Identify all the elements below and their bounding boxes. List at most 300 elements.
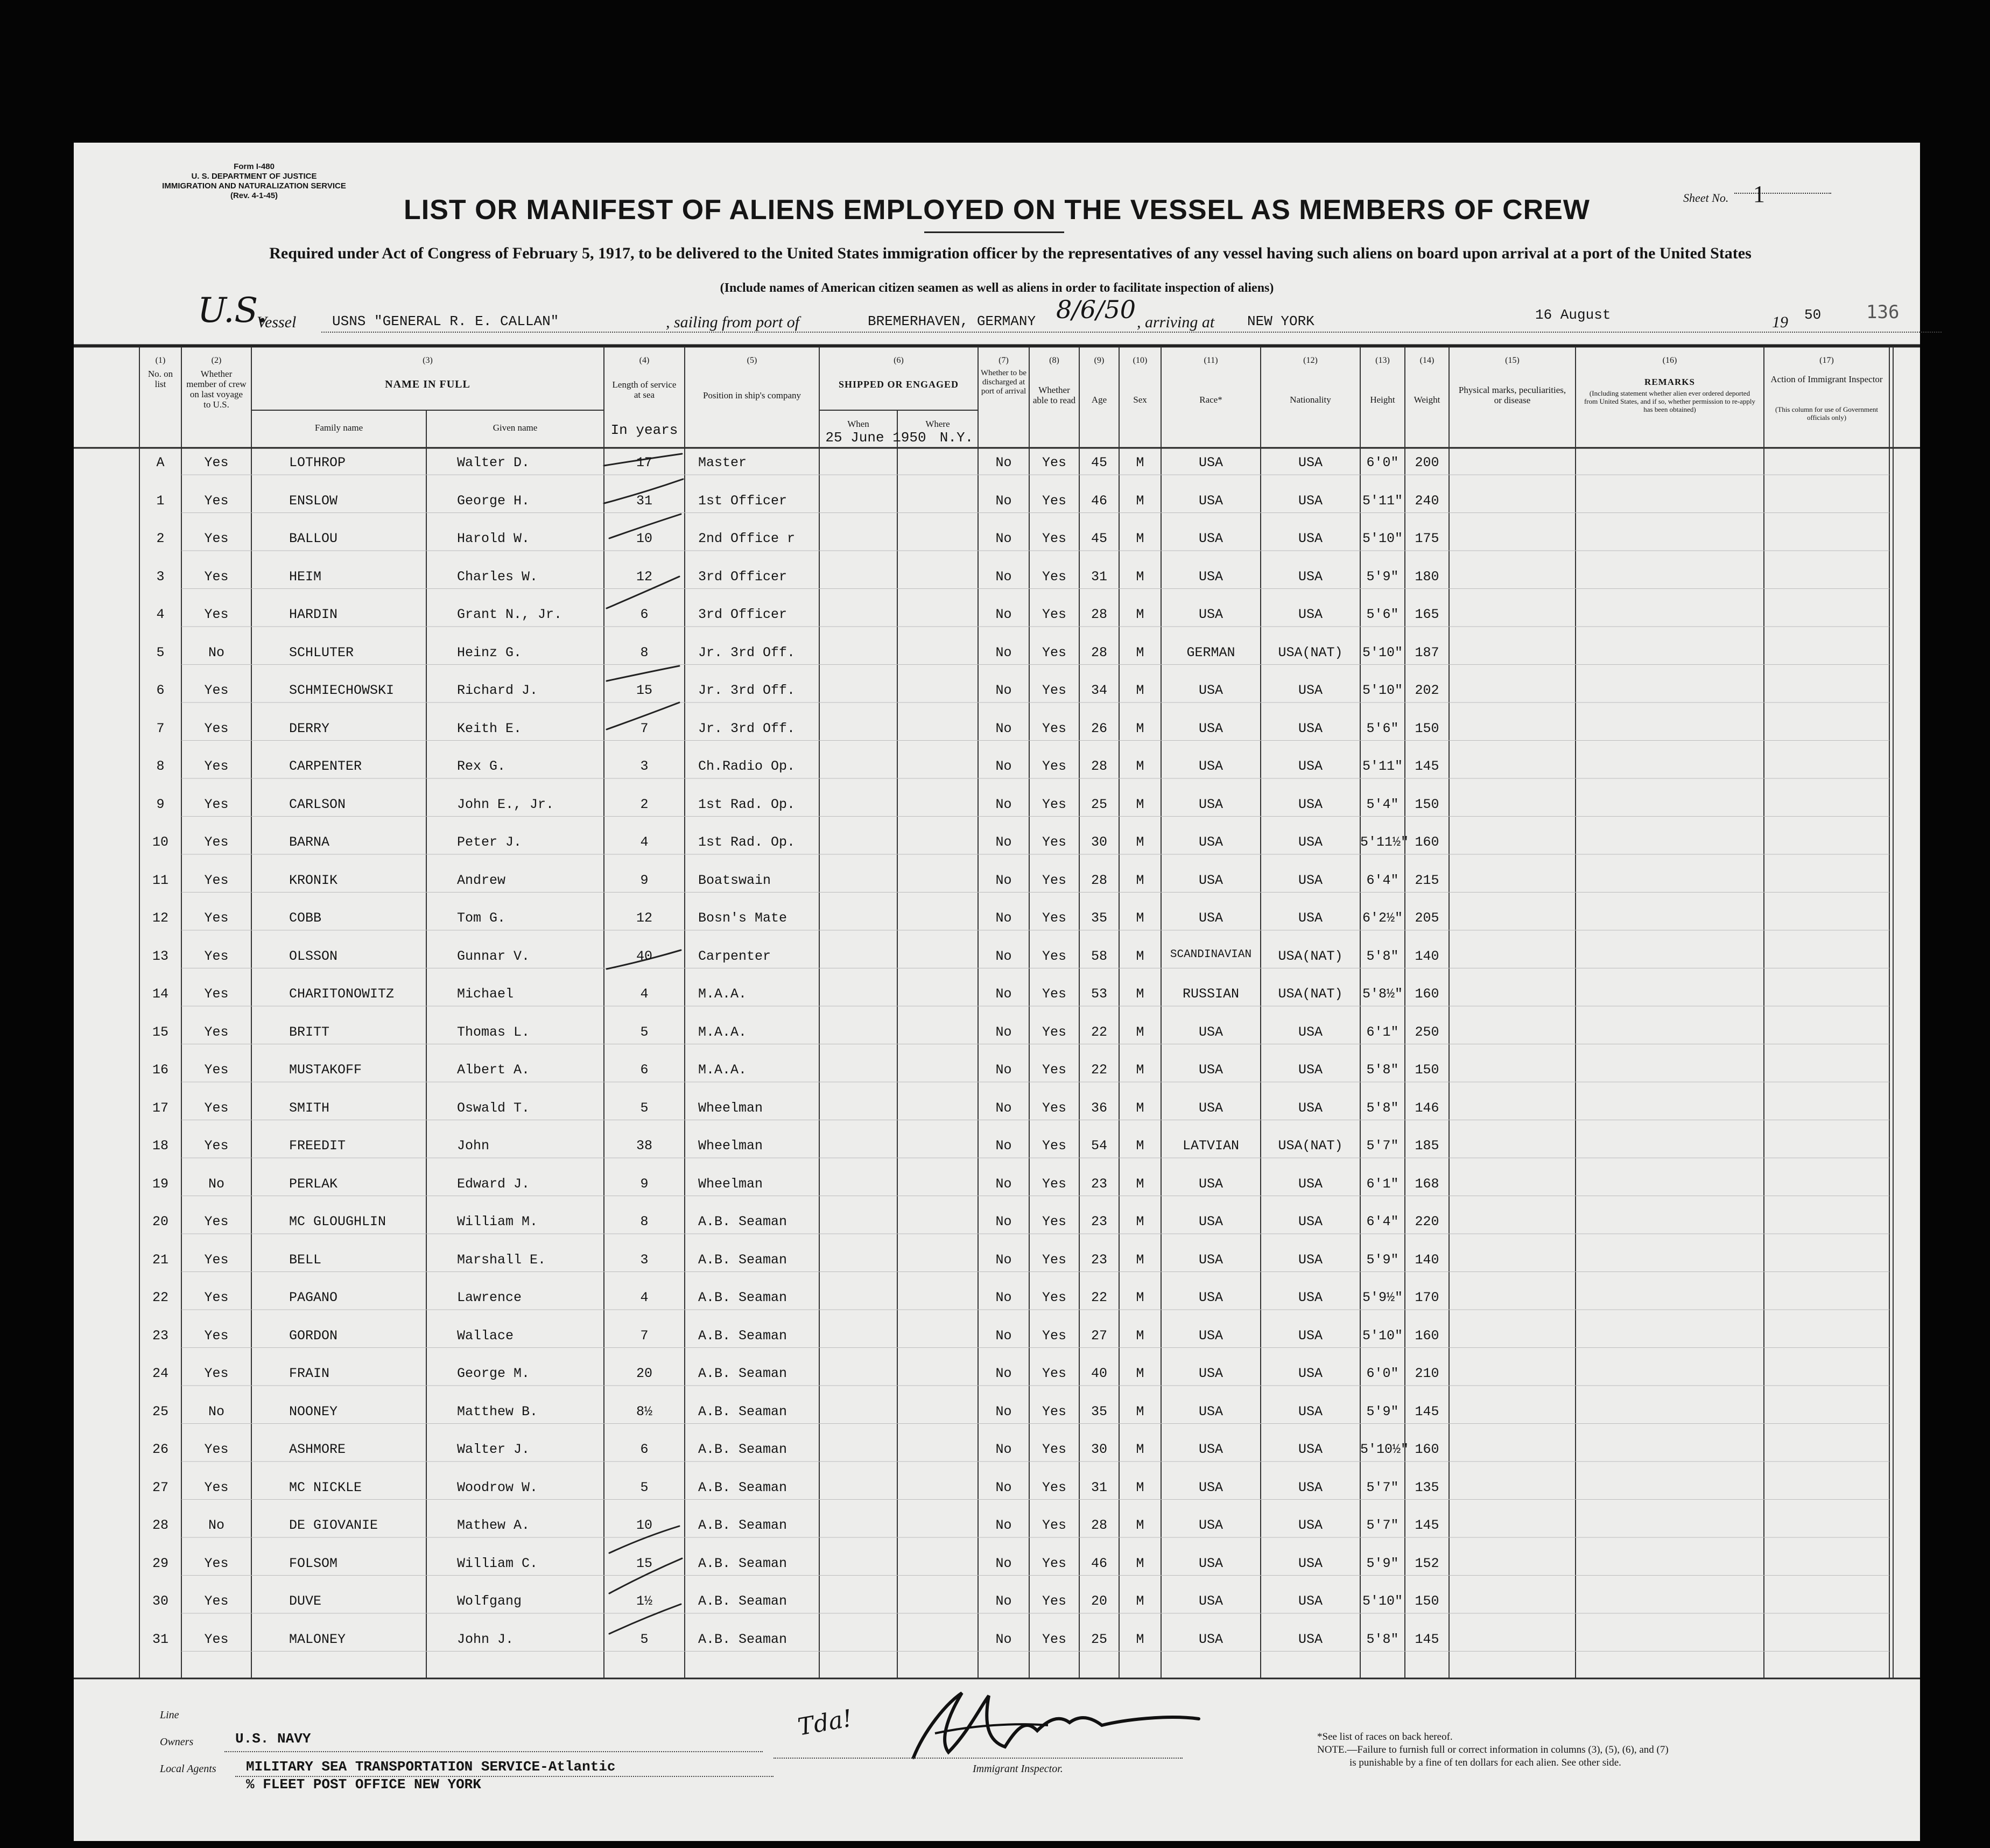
race: USA [1198,720,1223,736]
last-voyage: Yes [204,948,229,964]
able-to-read: Yes [1042,1366,1066,1381]
sex: M [1136,720,1144,736]
arriving-label: , arriving at [1137,313,1215,331]
discharged: No [995,1593,1012,1609]
age: 28 [1091,872,1107,888]
col-5-number: (5) [747,356,757,365]
last-voyage: Yes [204,1062,229,1078]
given-name: Walter D. [457,455,530,470]
race: LATVIAN [1182,1138,1240,1154]
age: 58 [1091,948,1107,964]
height: 5'9" [1366,1555,1399,1571]
weight: 140 [1415,948,1439,964]
nationality: USA [1298,796,1323,812]
able-to-read: Yes [1042,1555,1066,1571]
family-name: OLSSON [289,948,338,964]
col-8-number: (8) [1049,356,1059,365]
weight: 180 [1415,568,1439,585]
age: 22 [1091,1024,1107,1040]
subtitle-note: (Include names of American citizen seamen as well as aliens in order to facilitate inspection of aliens) [720,281,1274,295]
family-name: SCHLUTER [289,644,354,660]
last-voyage: Yes [204,1024,229,1040]
last-voyage: Yes [204,872,229,888]
discharged: No [995,1138,1012,1154]
sex: M [1136,1138,1144,1154]
weight: 187 [1415,644,1439,660]
owners-value: U.S. NAVY [235,1731,311,1747]
nationality: USA [1298,531,1323,546]
position: Wheelman [698,1138,763,1154]
discharged: No [995,1214,1012,1229]
col-2-header: Whether member of crew on last voyage to U.S. [186,369,247,410]
years-service: 6 [640,1062,649,1078]
position: A.B. Seaman [698,1517,787,1533]
given-name: Marshall E. [457,1252,546,1268]
position: A.B. Seaman [698,1290,787,1305]
age: 35 [1091,910,1107,926]
discharged: No [995,1024,1012,1040]
weight: 145 [1415,1517,1439,1533]
family-name: CHARITONOWITZ [289,986,395,1002]
sex: M [1136,1403,1144,1420]
col-15-header: Physical marks, peculiarities, or disease [1458,385,1566,405]
nationality: USA(NAT) [1278,1138,1343,1154]
sex: M [1136,758,1144,774]
height: 6'0" [1366,1366,1399,1381]
discharged: No [995,1517,1012,1533]
age: 26 [1091,720,1107,736]
col-2-number: (2) [211,356,222,365]
service: IMMIGRATION AND NATURALIZATION SERVICE [162,181,346,191]
position: 1st Rad. Op. [698,834,796,850]
position: Wheelman [698,1100,763,1116]
row-number: 16 [152,1062,168,1078]
given-name: Keith E. [457,720,522,736]
race: USA [1198,1442,1223,1457]
position: 2nd Office r [698,531,796,546]
given-name: Tom G. [457,910,506,926]
height: 6'1" [1366,1024,1399,1040]
row-number: 7 [156,720,165,736]
weight: 165 [1415,607,1439,622]
last-voyage: Yes [204,1442,229,1457]
position: A.B. Seaman [698,1555,787,1571]
years-service: 8 [640,1214,649,1229]
able-to-read: Yes [1042,1100,1066,1116]
years-service: 7 [640,1327,649,1344]
nationality: USA [1298,1442,1323,1457]
nationality: USA [1298,1593,1323,1609]
discharged: No [995,1403,1012,1420]
discharged: No [995,948,1012,964]
age: 20 [1091,1593,1107,1609]
position: A.B. Seaman [698,1442,787,1457]
last-voyage: Yes [204,1555,229,1571]
able-to-read: Yes [1042,607,1066,622]
discharged: No [995,1327,1012,1344]
height: 5'8" [1366,948,1399,964]
row-number: 27 [152,1479,168,1495]
nationality: USA [1298,720,1323,736]
row-number: 15 [152,1024,168,1040]
discharged: No [995,910,1012,926]
position: A.B. Seaman [698,1631,787,1647]
height: 5'7" [1366,1517,1399,1533]
last-voyage: No [208,1403,224,1420]
arrival-port: NEW YORK [1247,313,1314,329]
nationality: USA [1298,1327,1323,1344]
able-to-read: Yes [1042,1214,1066,1229]
given-name: Thomas L. [457,1024,530,1040]
family-name: KRONIK [289,872,338,888]
col-1-number: (1) [155,356,166,365]
height: 5'10½" [1360,1442,1409,1457]
able-to-read: Yes [1042,683,1066,698]
height: 5'10" [1362,1327,1403,1344]
row-number: 13 [152,948,168,964]
position: A.B. Seaman [698,1593,787,1609]
years-service: 20 [636,1366,652,1381]
sex: M [1136,1517,1144,1533]
col-17-subheader: (This column for use of Government officials only) [1775,405,1878,421]
page-title: LIST OR MANIFEST OF ALIENS EMPLOYED ON THE VESSEL AS MEMBERS OF CREW [404,194,1590,226]
given-name: Rex G. [457,758,506,774]
row-number: 12 [152,910,168,926]
position: Bosn's Mate [698,910,787,926]
col-7-number: (7) [998,356,1009,365]
years-service: 5 [640,1631,649,1647]
age: 40 [1091,1366,1107,1381]
age: 54 [1091,1138,1107,1154]
col-3-header: NAME IN FULL [385,378,470,390]
able-to-read: Yes [1042,758,1066,774]
nationality: USA [1298,1479,1323,1495]
last-voyage: Yes [204,1290,229,1305]
col-6-header: SHIPPED OR ENGAGED [838,379,959,390]
given-name: Mathew A. [457,1517,530,1533]
race: USA [1198,493,1223,509]
agents-address: % FLEET POST OFFICE NEW YORK [246,1776,481,1793]
last-voyage: Yes [204,1631,229,1647]
family-name: FOLSOM [289,1555,338,1571]
sex: M [1136,796,1144,812]
height: 5'9" [1366,1252,1399,1268]
sex: M [1136,1176,1144,1192]
weight: 210 [1415,1366,1439,1381]
family-name: GORDON [289,1327,338,1344]
discharged: No [995,1442,1012,1457]
last-voyage: Yes [204,720,229,736]
row-number: 19 [152,1176,168,1192]
given-name: Heinz G. [457,644,522,660]
family-name: MC NICKLE [289,1479,362,1495]
sex: M [1136,1593,1144,1609]
sex: M [1136,1631,1144,1647]
row-number: 28 [152,1517,168,1533]
position: Jr. 3rd Off. [698,720,796,736]
years-service: 6 [640,607,649,622]
subtitle: Required under Act of Congress of February 5, 1917, to be delivered to the United States immigration officer by the representatives of any vessel having such aliens on board upon arrival at a port of the United States [269,244,1752,262]
family-name: DE GIOVANIE [289,1517,378,1533]
able-to-read: Yes [1042,948,1066,964]
position: 1st Rad. Op. [698,796,796,812]
last-voyage: Yes [204,910,229,926]
position: A.B. Seaman [698,1479,787,1495]
race: USA [1198,607,1223,622]
sex: M [1136,910,1144,926]
row-number: 5 [156,644,165,660]
discharged: No [995,758,1012,774]
family-name: MC GLOUGHLIN [289,1214,386,1229]
row-number: 29 [152,1555,168,1571]
height: 5'10" [1362,644,1403,660]
discharged: No [995,683,1012,698]
row-number: 3 [156,568,165,585]
footnote-races: *See list of races on back hereof. [1317,1731,1453,1742]
nationality: USA [1298,1366,1323,1381]
race: USA [1198,1327,1223,1344]
position: A.B. Seaman [698,1366,787,1381]
family-name: BARNA [289,834,330,850]
family-name: BRITT [289,1024,330,1040]
col-6-where-header: Where [925,419,950,429]
discharged: No [995,531,1012,546]
discharged: No [995,796,1012,812]
position: Jr. 3rd Off. [698,644,796,660]
last-voyage: No [208,644,224,660]
age: 23 [1091,1252,1107,1268]
sex: M [1136,1214,1144,1229]
margin-note: U.S. [198,291,268,331]
family-name: DERRY [289,720,330,736]
years-service: 17 [636,455,652,470]
years-service: 31 [636,493,652,509]
weight: 160 [1415,986,1439,1002]
col-17-number: (17) [1819,356,1834,365]
able-to-read: Yes [1042,1062,1066,1078]
last-voyage: Yes [204,758,229,774]
able-to-read: Yes [1042,872,1066,888]
position: Ch.Radio Op. [698,758,796,774]
family-name: FREEDIT [289,1138,346,1154]
race: USA [1198,910,1223,926]
discharged: No [995,1100,1012,1116]
sheet-number-label: Sheet No. [1683,191,1729,205]
position: A.B. Seaman [698,1403,787,1420]
nationality: USA [1298,910,1323,926]
last-voyage: Yes [204,796,229,812]
given-name: Grant N., Jr. [457,607,562,622]
col-3-family-header: Family name [314,423,363,433]
nationality: USA [1298,493,1323,509]
nationality: USA [1298,1062,1323,1078]
row-number: 24 [152,1366,168,1381]
race: USA [1198,1290,1223,1305]
revision: (Rev. 4-1-45) [230,191,278,200]
race: USA [1198,1403,1223,1420]
position: A.B. Seaman [698,1214,787,1229]
age: 28 [1091,758,1107,774]
age: 31 [1091,1479,1107,1495]
family-name: CARLSON [289,796,346,812]
shipped-where-value: N.Y. [939,430,974,446]
discharged: No [995,455,1012,470]
row-number: 11 [152,872,168,888]
agents-label: Local Agents [160,1763,216,1775]
height: 5'7" [1366,1479,1399,1495]
sex: M [1136,568,1144,585]
nationality: USA [1298,1176,1323,1192]
discharged: No [995,1555,1012,1571]
able-to-read: Yes [1042,1024,1066,1040]
last-voyage: Yes [204,607,229,622]
given-name: Andrew [457,872,506,888]
years-service: 5 [640,1479,649,1495]
able-to-read: Yes [1042,796,1066,812]
height: 6'4" [1366,1214,1399,1229]
weight: 150 [1415,720,1439,736]
age: 53 [1091,986,1107,1002]
year: 50 [1804,307,1822,323]
last-voyage: Yes [204,1479,229,1495]
discharged: No [995,720,1012,736]
weight: 160 [1415,1327,1439,1344]
row-number: 21 [152,1252,168,1268]
discharged: No [995,1366,1012,1381]
row-number: 17 [152,1100,168,1116]
discharged: No [995,986,1012,1002]
sailing-label: , sailing from port of [666,313,800,331]
weight: 168 [1415,1176,1439,1192]
race: USA [1198,758,1223,774]
last-voyage: Yes [204,455,229,470]
height: 5'11" [1362,758,1403,774]
position: Carpenter [698,948,771,964]
sex: M [1136,493,1144,509]
height: 5'10" [1362,683,1403,698]
able-to-read: Yes [1042,531,1066,546]
row-number: 26 [152,1442,168,1457]
col-14-header: Weight [1414,395,1440,405]
weight: 160 [1415,1442,1439,1457]
sex: M [1136,1555,1144,1571]
years-service: 12 [636,568,652,585]
row-number: 18 [152,1138,168,1154]
race: USA [1198,1479,1223,1495]
sex: M [1136,1442,1144,1457]
col-9-header: Age [1091,395,1107,405]
nationality: USA [1298,872,1323,888]
discharged: No [995,1252,1012,1268]
sex: M [1136,834,1144,850]
nationality: USA [1298,1252,1323,1268]
inspector-signature [865,1682,1296,1768]
last-voyage: Yes [204,1366,229,1381]
age: 34 [1091,683,1107,698]
sex: M [1136,607,1144,622]
weight: 150 [1415,796,1439,812]
years-service: 3 [640,1252,649,1268]
race: USA [1198,683,1223,698]
given-name: Michael [457,986,514,1002]
height: 5'8" [1366,1062,1399,1078]
family-name: SMITH [289,1100,330,1116]
row-number: A [156,455,165,470]
nationality: USA [1298,1403,1323,1420]
family-name: HARDIN [289,607,338,622]
nationality: USA [1298,1555,1323,1571]
discharged: No [995,1176,1012,1192]
nationality: USA [1298,1290,1323,1305]
nationality: USA [1298,834,1323,850]
position: 1st Officer [698,493,787,509]
years-service: 4 [640,834,649,850]
given-name: Gunnar V. [457,948,530,964]
family-name: HEIM [289,568,322,585]
col-4-unit: In years [610,422,678,438]
row-number: 1 [156,493,165,509]
able-to-read: Yes [1042,1138,1066,1154]
line-label: Line [160,1709,179,1721]
weight: 220 [1415,1214,1439,1229]
last-voyage: Yes [204,568,229,585]
position: 3rd Officer [698,607,787,622]
col-16-number: (16) [1662,356,1677,365]
last-voyage: Yes [204,1593,229,1609]
able-to-read: Yes [1042,568,1066,585]
years-service: 3 [640,758,649,774]
years-service: 15 [636,683,652,698]
given-name: Harold W. [457,531,530,546]
race: USA [1198,1517,1223,1533]
able-to-read: Yes [1042,1327,1066,1344]
col-6-number: (6) [894,356,904,365]
weight: 175 [1415,531,1439,546]
age: 46 [1091,1555,1107,1571]
col-10-header: Sex [1133,395,1147,405]
given-name: John [457,1138,490,1154]
inspector-label: Immigrant Inspector. [973,1763,1063,1775]
position: M.A.A. [698,1024,747,1040]
col-16-header: REMARKS [1644,377,1695,387]
age: 45 [1091,455,1107,470]
nationality: USA(NAT) [1278,986,1343,1002]
col-10-number: (10) [1133,356,1148,365]
given-name: Charles W. [457,568,538,585]
given-name: John J. [457,1631,514,1647]
row-number: 30 [152,1593,168,1609]
years-service: 8 [640,644,649,660]
age: 30 [1091,834,1107,850]
age: 25 [1091,796,1107,812]
family-name: LOTHROP [289,455,346,470]
family-name: SCHMIECHOWSKI [289,683,395,698]
nationality: USA [1298,758,1323,774]
row-number: 4 [156,607,165,622]
departure-port: BREMERHAVEN, GERMANY [868,313,1036,329]
col-3-number: (3) [423,356,433,365]
manifest-sheet [74,143,1920,1841]
years-service: 10 [636,531,652,546]
col-5-header: Position in ship's company [702,390,801,400]
sex: M [1136,683,1144,698]
col-7-header: Whether to be discharged at port of arrival [981,369,1026,396]
age: 22 [1091,1062,1107,1078]
inspector-underline [774,1758,1183,1759]
years-service: 12 [636,910,652,926]
race: USA [1198,834,1223,850]
last-voyage: Yes [204,1100,229,1116]
